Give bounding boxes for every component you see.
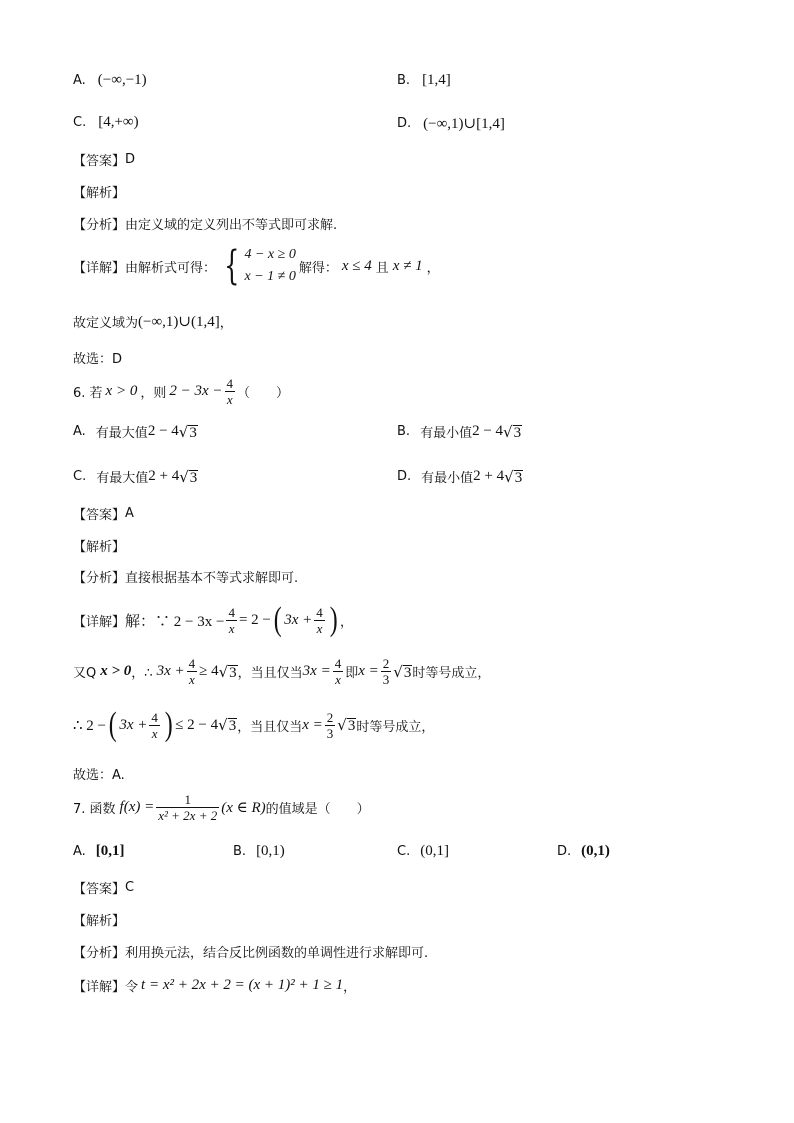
q6-xiangjie-line1 [73, 603, 353, 637]
option-text: 有最小值 [421, 471, 474, 486]
left-paren: ( [108, 706, 117, 743]
tail-text: 时等号成立， [412, 666, 491, 681]
expr-equals: = 2 − [238, 611, 271, 628]
option-value: (0,1) [581, 843, 610, 859]
option-label: D. [557, 844, 572, 859]
option-label: C. [397, 844, 411, 859]
q5-choose [73, 348, 122, 367]
system-row-2: x − 1 ≠ 0 [244, 269, 296, 284]
radicand: 3 [403, 664, 412, 681]
option-value: [0,1) [256, 843, 285, 859]
answer-tag: 【答案】 [73, 508, 126, 523]
q7-option-a [73, 843, 125, 860]
option-text: 有最大值 [95, 426, 148, 441]
radicand: 3 [513, 424, 522, 441]
denominator: x [188, 672, 195, 687]
q6-answer [73, 504, 134, 523]
xiangjie-tag: 【详解】 [73, 614, 126, 630]
punct: ， [219, 316, 233, 331]
answer-tag: 【答案】 [73, 154, 126, 169]
denominator: x [151, 725, 158, 741]
q5-option-b [397, 72, 451, 89]
q6-option-b [397, 422, 522, 441]
q7-option-b [233, 843, 285, 860]
answer-value: D [125, 152, 136, 167]
xiangjie-text: 由解析式可得： [125, 260, 217, 276]
fraction [187, 656, 198, 687]
option-value: (−∞,−1) [97, 72, 147, 88]
punct: ， [343, 980, 357, 995]
stem-condition: x > 0 [105, 383, 138, 399]
fraction [333, 656, 344, 687]
q7-option-c [397, 843, 449, 860]
fraction [225, 376, 236, 407]
right-paren: ) [329, 601, 338, 638]
stem-num: 7. 函数 [73, 802, 116, 817]
q6-option-c [73, 467, 198, 486]
numerator: 4 [226, 376, 233, 391]
inequality-system [219, 244, 296, 288]
when-text: ，当且仅当 [237, 719, 303, 735]
denominator: x [226, 392, 233, 407]
denominator: x² + 2x + 2 [158, 808, 218, 823]
expr-x: x = [302, 716, 323, 733]
numerator: 4 [188, 656, 196, 671]
q6-xiangjie-line2 [73, 656, 490, 687]
denominator: 3 [382, 672, 390, 687]
q7-fenxi [73, 942, 428, 961]
q5-jiexi [73, 182, 125, 201]
stem-condition: (x ∈ R) [221, 800, 266, 816]
ji-text: 即 [345, 666, 359, 681]
fenxi-text: 直接根据基本不等式求解即可. [125, 571, 299, 586]
q5-answer [73, 150, 135, 169]
expr-inner: 3x + [284, 611, 313, 628]
q7-stem [73, 792, 370, 823]
right-paren: ) [164, 706, 173, 743]
denominator: x [228, 620, 235, 636]
option-label: D. [397, 469, 412, 484]
left-paren: ( [273, 601, 282, 638]
xiangjie-pre: 令 [125, 980, 139, 995]
option-text: 有最大值 [96, 471, 149, 486]
q6-jiexi [73, 536, 125, 555]
numerator: 4 [316, 604, 323, 620]
stem-num: 6. 若 [73, 386, 103, 401]
numerator: 2 [326, 709, 334, 725]
q6-stem [73, 376, 289, 407]
system-row-1: 4 − x ≥ 0 [244, 247, 296, 262]
numerator: 4 [334, 656, 342, 671]
q5-option-d [397, 114, 505, 133]
domain-prefix: 故定义域为 [73, 316, 139, 331]
answer-value: A [125, 506, 134, 521]
q5-domain-result [73, 312, 233, 331]
condition-2: x ≠ 1 [392, 257, 423, 274]
stem-mid: ，则 [140, 386, 167, 401]
option-label: A. [73, 73, 86, 88]
sqrt: √ 3 [503, 422, 522, 441]
radicand: 3 [514, 469, 523, 486]
q7-answer [73, 878, 134, 897]
numerator: 1 [184, 792, 191, 807]
condition: x > 0 [100, 663, 132, 679]
sqrt: √ 3 [218, 716, 237, 734]
q5-fenxi [73, 214, 337, 233]
xiangjie-tag: 【详解】 [73, 260, 126, 276]
fenxi-text: 由定义域的定义列出不等式即可求解. [125, 218, 338, 233]
expr: 3x + [156, 663, 185, 679]
tail-text: 时等号成立， [356, 719, 435, 735]
option-label: B. [397, 73, 411, 88]
radicand: 3 [228, 718, 237, 734]
radicand: 3 [229, 664, 237, 681]
and-word: 且 [375, 260, 389, 276]
q5-xiangjie [73, 244, 440, 288]
q7-option-d [557, 843, 610, 860]
q6-option-a [73, 422, 198, 441]
jiexi-tag: 【解析】 [73, 914, 126, 929]
option-value: [1,4] [422, 72, 451, 88]
q6-choose [73, 764, 125, 783]
choose-text: 故选：A. [73, 768, 125, 783]
fraction [314, 605, 325, 636]
expr-x: x = [358, 663, 379, 679]
option-label: C. [73, 115, 87, 130]
numerator: 4 [228, 604, 235, 620]
expr-eq: 3x = [302, 663, 331, 679]
condition-1: x ≤ 4 [341, 257, 372, 274]
expr-prefix: 解：∵ 2 − 3x − [125, 613, 225, 630]
option-expr: 2 − 4 [147, 423, 179, 439]
option-label: B. [233, 844, 247, 859]
punct: ， [426, 260, 440, 276]
option-value: [0,1] [95, 843, 125, 859]
stem-function: f(x) = [119, 799, 155, 815]
stem-expression: 2 − 3x − [169, 383, 223, 399]
left-brace: { [224, 243, 240, 289]
sqrt: √ 3 [218, 662, 237, 681]
numerator: 4 [151, 709, 158, 725]
q5-option-a [73, 72, 147, 89]
sqrt: √ 3 [179, 467, 198, 486]
fraction [149, 710, 160, 741]
jiexi-tag: 【解析】 [73, 540, 126, 555]
sqrt: √ 3 [393, 662, 412, 681]
radicand: 3 [189, 424, 197, 441]
q6-fenxi [73, 567, 298, 586]
q5-option-c [73, 114, 139, 131]
option-label: A. [73, 844, 86, 859]
radicand: 3 [189, 469, 198, 486]
stem-tail: 的值域是（ ） [265, 802, 370, 817]
option-label: D. [397, 116, 412, 131]
option-expr: 2 − 4 [472, 423, 504, 439]
fraction [381, 656, 392, 687]
xiangjie-tag: 【详解】 [73, 980, 126, 995]
domain-value: (−∞,1)∪(1,4] [138, 314, 220, 330]
option-label: A. [73, 424, 86, 439]
fenxi-tag: 【分析】 [73, 946, 126, 961]
when-text: ，当且仅当 [237, 666, 303, 681]
q7-jiexi [73, 910, 125, 929]
denominator: x [316, 620, 323, 636]
choose-text: 故选：D [73, 352, 123, 367]
option-expr: 2 + 4 [473, 468, 505, 484]
punct: ， [340, 614, 354, 630]
expr-ge: ≥ 4 [199, 663, 219, 679]
xiangjie-mid: 解得： [298, 260, 338, 276]
fenxi-tag: 【分析】 [73, 218, 126, 233]
jiexi-tag: 【解析】 [73, 186, 126, 201]
expr-le: ≤ 2 − 4 [175, 716, 219, 733]
sqrt: √ 3 [504, 467, 523, 486]
fraction [226, 605, 237, 636]
option-label: C. [73, 469, 87, 484]
sqrt: √ 3 [337, 716, 356, 734]
q7-xiangjie [73, 976, 356, 995]
numerator: 2 [382, 656, 390, 671]
fenxi-tag: 【分析】 [73, 571, 126, 586]
sqrt: √ 3 [178, 422, 197, 441]
radicand: 3 [347, 718, 356, 734]
q6-xiangjie-line3 [73, 708, 434, 742]
answer-tag: 【答案】 [73, 882, 126, 897]
fraction [156, 792, 219, 823]
expr-prefix: ∴ 2 − [73, 717, 107, 734]
option-value: [4,+∞) [98, 114, 139, 130]
denominator: x [335, 672, 341, 687]
option-text: 有最小值 [420, 426, 473, 441]
option-value: (−∞,1)∪[1,4] [423, 116, 505, 132]
option-value: (0,1] [420, 843, 449, 859]
q6-option-d [397, 467, 523, 486]
option-expr: 2 + 4 [148, 468, 180, 484]
therefore: ，∴ [131, 666, 153, 681]
expr-inner: 3x + [119, 716, 148, 733]
answer-value: C [125, 880, 135, 895]
xiangjie-expr: t = x² + 2x + 2 = (x + 1)² + 1 ≥ 1 [141, 977, 344, 993]
fraction [325, 710, 336, 741]
fenxi-text: 利用换元法，结合反比例函数的单调性进行求解即可. [125, 946, 429, 961]
line-prefix: 又Q [73, 666, 97, 681]
stem-paren: （ ） [237, 386, 290, 401]
option-label: B. [397, 424, 411, 439]
denominator: 3 [326, 725, 334, 741]
